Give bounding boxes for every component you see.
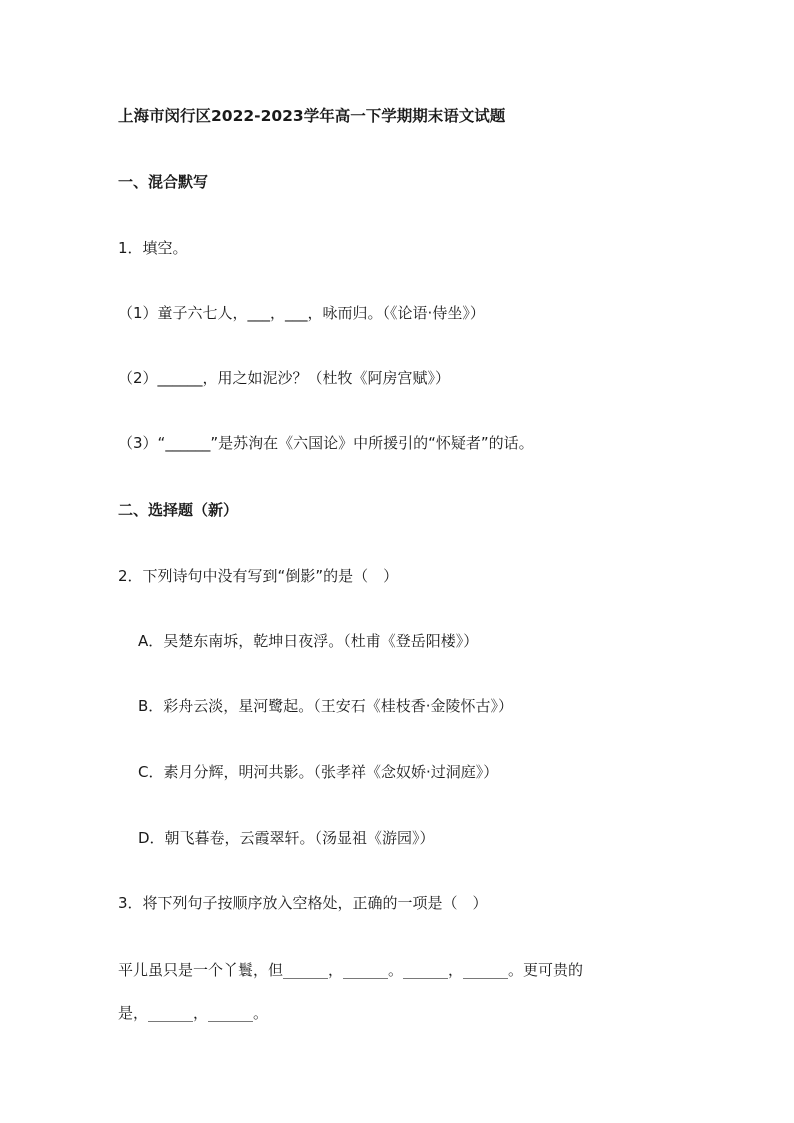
section-heading-mixed-dictation: 一、混合默写: [118, 173, 209, 191]
section-heading-multiple-choice: 二、选择题（新）: [118, 501, 239, 519]
question-1-stem: 1．填空。: [118, 239, 188, 257]
question-2-option-c: C．素月分辉，明河共影。（张孝祥《念奴娇·过洞庭》）: [138, 763, 499, 781]
question-2-option-a: A．吴楚东南坼，乾坤日夜浮。（杜甫《登岳阳楼》）: [138, 632, 479, 650]
question-3-stem: 3．将下列句子按顺序放入空格处，正确的一项是（ ）: [118, 894, 488, 912]
question-2-option-d: D．朝飞暮卷，云霞翠轩。（汤显祖《游园》）: [138, 829, 435, 847]
question-2-stem: 2．下列诗句中没有写到“倒影”的是（ ）: [118, 567, 399, 585]
question-1-item-2: （2）______，用之如泥沙？（杜牧《阿房宫赋》）: [118, 369, 451, 387]
question-1-item-3: （3）“______”是苏洵在《六国论》中所援引的“怀疑者”的话。: [118, 434, 534, 452]
document-title: 上海市闵行区2022-2023学年高一下学期期末语文试题: [118, 107, 506, 125]
question-2-option-b: B．彩舟云淡，星河鹭起。（王安石《桂枝香·金陵怀古》）: [138, 697, 514, 715]
question-1-item-1: （1）童子六七人，___，___，咏而归。（《论语·侍坐》）: [118, 304, 485, 322]
question-3-passage-line-2: 是，______，______。: [118, 1004, 269, 1022]
question-3-passage-line-1: 平儿虽只是一个丫鬟，但______，______。______，______。更可贵的: [118, 961, 584, 979]
